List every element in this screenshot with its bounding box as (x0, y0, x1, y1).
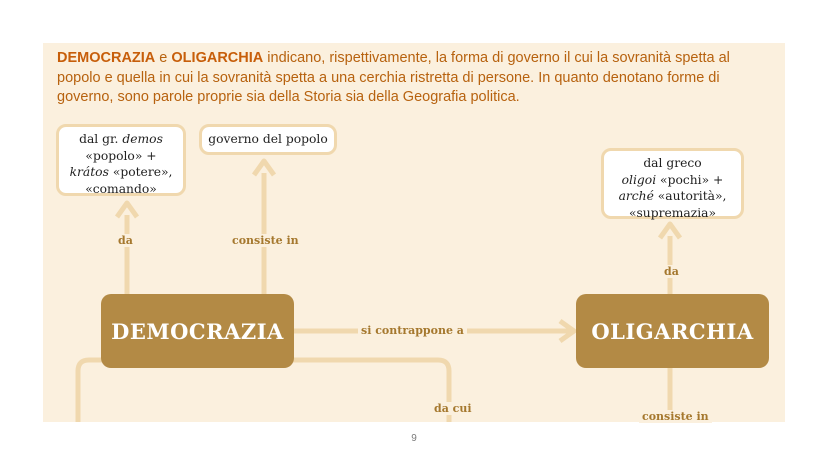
oligoi-line2-b: «pochi» + (656, 172, 724, 187)
label-da-cui: da cui (431, 402, 475, 415)
node-democrazia: DEMOCRAZIA (101, 294, 294, 368)
oligoi-line4: «supremazia» (628, 205, 717, 220)
oligoi-line2 (604, 172, 741, 189)
label-da-left: da (115, 234, 136, 247)
demos-line1-a: dal gr. (79, 132, 123, 146)
label-contrappone: si contrappone a (358, 324, 467, 337)
label-consiste-right: consiste in (639, 410, 712, 423)
arrowhead-consiste-left (254, 161, 274, 175)
governo-text: governo del popolo (208, 132, 328, 146)
intro-conj: e (155, 50, 172, 66)
arrowhead-da-left (117, 203, 137, 217)
term-oligarchia: OLIGARCHIA (171, 50, 264, 66)
connector-da-cui (78, 360, 449, 422)
term-democrazia: DEMOCRAZIA (57, 50, 156, 66)
label-da-right: da (661, 265, 682, 278)
demos-word: demos (122, 132, 163, 146)
demos-line2: «popolo» + (85, 148, 157, 163)
intro-text: indicano, rispettivamente, la forma di governo il cui la sovranità spetta al popolo e quella in cui la sovranità spetta a una cerchia ristretta di persone. In quanto denotano forme di governo, sono parole proprie sia della Storia sia della Geografia politica. (57, 50, 730, 105)
demos-line3-b: «potere», (108, 165, 173, 179)
demos-origin-box (56, 124, 186, 196)
arrowhead-da-right (660, 224, 680, 238)
node-oligarchia: OLIGARCHIA (576, 294, 769, 368)
demos-line1 (59, 131, 183, 148)
demos-line3 (59, 164, 183, 181)
arche-word: arché (618, 189, 654, 203)
oligoi-line1: dal greco (643, 156, 702, 170)
oligoi-origin-box (601, 148, 744, 219)
oligoi-line3-b: «autorità», (653, 189, 727, 203)
oligoi-line3 (604, 188, 741, 205)
intro-paragraph (57, 49, 772, 108)
demos-line4: «comando» (85, 181, 157, 196)
oligoi-word: oligoi (621, 172, 657, 187)
governo-box (199, 124, 337, 155)
label-consiste-left: consiste in (229, 234, 302, 247)
page-number: 9 (411, 433, 417, 444)
kratos-word: krátos (69, 165, 109, 179)
